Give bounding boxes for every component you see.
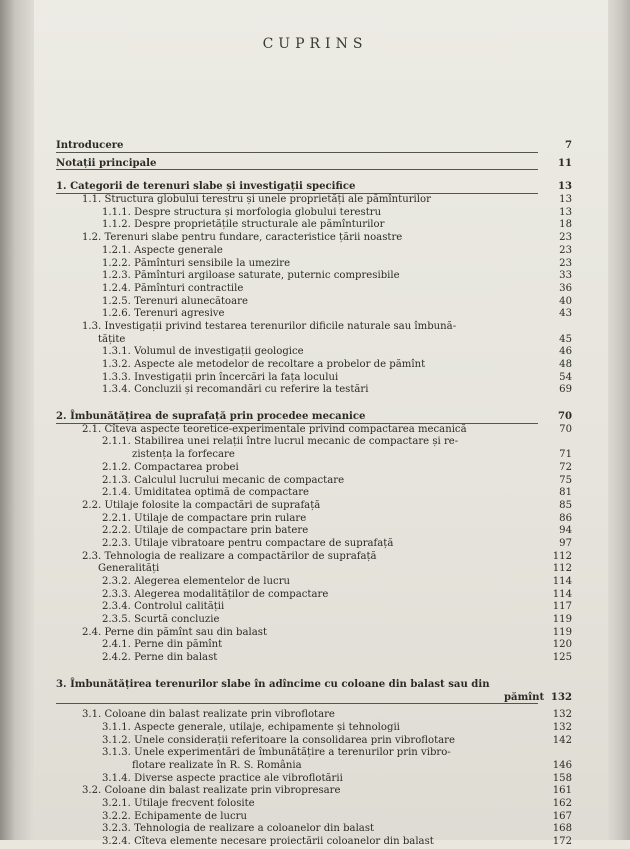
toc-entry-text: Terenuri agresive	[134, 308, 225, 320]
toc-entry-label	[102, 245, 536, 258]
toc-entry-label	[102, 219, 536, 232]
toc-entry-number: 2.2.3.	[102, 537, 131, 549]
toc-entry-text: Utilaje vibratoare pentru compactare de suprafață	[134, 537, 394, 549]
toc-entry-label	[102, 308, 536, 321]
toc-entry-number: 3.1.2.	[102, 734, 131, 746]
toc-entry-page: 112	[552, 563, 572, 575]
toc-entry-number: 2.1.	[82, 423, 102, 435]
toc-entry-number: 1.3.1.	[102, 346, 131, 358]
toc-entry-page: 11	[557, 157, 572, 169]
toc-entry-number: 3.2.	[82, 785, 102, 797]
toc-entry-label	[82, 424, 536, 437]
toc-entry-page: 23	[559, 232, 572, 244]
toc-entry-label	[82, 627, 536, 640]
toc-entry-page: 125	[552, 652, 572, 664]
toc-entry-page: 132	[552, 721, 572, 733]
toc-entry-text: Terenuri alunecătoare	[134, 295, 248, 307]
toc-entry-number: 1.1.1.	[102, 206, 131, 218]
table-of-contents	[56, 140, 572, 849]
toc-entry-page: 75	[559, 474, 572, 486]
toc-entry	[56, 614, 572, 627]
toc-entry	[56, 773, 572, 786]
toc-entry-label	[102, 735, 536, 748]
toc-entry-page: 40	[559, 295, 572, 307]
toc-entry-text: Unele considerații referitoare la consolidarea prin vibroflotare	[134, 734, 455, 746]
toc-entry	[56, 283, 572, 296]
toc-entry-label	[102, 538, 536, 551]
toc-entry-page: 117	[552, 601, 572, 613]
toc-entry-page: 120	[552, 639, 572, 651]
toc-entry	[56, 601, 572, 614]
toc-entry	[56, 359, 572, 372]
toc-entry-text: Aspecte generale, utilaje, echipamente și tehnologii	[134, 721, 400, 733]
toc-entry-page: 132	[552, 709, 572, 721]
toc-entry-number: 1.2.1.	[102, 244, 131, 256]
toc-entry	[56, 372, 572, 385]
toc-entry-number: 1.2.5.	[102, 295, 131, 307]
toc-entry-label	[102, 372, 536, 385]
toc-entry	[56, 384, 572, 397]
toc-entry-number: 1.	[56, 181, 67, 193]
toc-entry	[56, 487, 572, 500]
toc-entry	[56, 181, 572, 194]
toc-entry-label	[102, 346, 536, 359]
toc-entry-text: Perne din balast	[134, 652, 218, 664]
toc-entry-text: Calculul lucrului mecanic de compactare	[134, 474, 345, 486]
toc-entry-number: 2.3.5.	[102, 614, 131, 626]
toc-entry-text: Concluzii și recomandări cu referire la testări	[134, 384, 369, 396]
toc-entry-label	[102, 513, 536, 526]
toc-entry-number: 3.2.4.	[102, 836, 131, 848]
toc-entry-text: Cîteva elemente necesare proiectării coloanelor din balast	[134, 836, 434, 848]
toc-entry-number: 2.1.1.	[102, 436, 131, 448]
toc-entry-page: 172	[552, 836, 572, 848]
toc-entry-page: 86	[559, 512, 572, 524]
toc-entry-label	[56, 158, 536, 171]
toc-entry-text: Introducere	[56, 140, 124, 151]
toc-entry-text: Alegerea elementelor de lucru	[134, 576, 291, 587]
toc-entry-page: 158	[552, 772, 572, 784]
toc-entry-text: Unele experimentări de îmbunătățire a terenurilor prin vibro-	[134, 747, 451, 759]
toc-entry-text: Tehnologia de realizare a coloanelor din balast	[134, 823, 375, 835]
toc-entry-label	[102, 207, 536, 220]
toc-entry	[56, 692, 572, 705]
toc-entry-page: 146	[552, 759, 572, 771]
toc-entry-number: 2.3.3.	[102, 588, 131, 600]
toc-entry-page: 94	[559, 525, 572, 537]
toc-entry-label	[102, 798, 536, 811]
toc-entry	[56, 627, 572, 640]
toc-entry-label	[102, 747, 536, 760]
toc-entry-number: 2.2.2.	[102, 525, 131, 537]
toc-entry-number: 3.1.1.	[102, 721, 131, 733]
toc-entry	[56, 334, 572, 347]
toc-entry-number: 1.2.	[82, 232, 102, 244]
toc-entry-text: Utilaje frecvent folosite	[134, 798, 255, 809]
toc-entry	[56, 207, 572, 220]
toc-entry-text: Coloane din balast realizate prin vibropresare	[104, 785, 341, 797]
toc-entry-text: pămînt	[504, 691, 545, 703]
toc-entry-text: Scurtă concluzie	[134, 614, 220, 626]
toc-entry-label	[102, 836, 536, 849]
toc-entry-page: 7	[564, 140, 572, 151]
toc-entry	[56, 270, 572, 283]
toc-entry-label	[102, 296, 536, 309]
toc-entry	[56, 346, 572, 359]
toc-entry-text: Despre structura și morfologia globului terestru	[134, 206, 382, 218]
toc-entry-number: 3.1.	[82, 709, 102, 721]
toc-entry-page: 70	[557, 411, 572, 423]
toc-entry-label	[102, 525, 536, 538]
toc-entry-text: Pămînturi contractile	[134, 282, 244, 294]
toc-entry-number: 2.1.2.	[102, 461, 131, 473]
toc-entry	[56, 722, 572, 735]
toc-entry-label	[102, 576, 536, 589]
toc-entry	[56, 321, 572, 334]
toc-entry	[56, 296, 572, 309]
toc-entry	[56, 589, 572, 602]
toc-entry-label	[82, 194, 536, 207]
toc-entry	[56, 760, 572, 773]
toc-entry	[56, 576, 572, 589]
toc-entry-number: 2.2.	[82, 499, 102, 511]
toc-entry-text: Terenuri slabe pentru fundare, caracteristice țării noastre	[104, 232, 403, 244]
toc-entry	[56, 747, 572, 760]
toc-entry-text: Utilaje folosite la compactări de suprafață	[104, 499, 321, 511]
toc-entry-text: zistența la forfecare	[132, 449, 235, 461]
toc-entry-label	[102, 773, 536, 786]
toc-entry-page: 45	[559, 333, 572, 345]
page-right-edge	[608, 0, 630, 840]
toc-entry-page: 36	[559, 282, 572, 294]
toc-entry-number: 2.3.	[82, 550, 102, 562]
toc-entry-text: Perne din pămînt sau din balast	[104, 626, 268, 638]
toc-entry-text: Volumul de investigații geologice	[134, 346, 304, 358]
toc-entry-text: Coloane din balast realizate prin vibroflotare	[104, 709, 335, 721]
toc-entry-text: Categorii de terenuri slabe și investigații specifice	[70, 181, 356, 193]
toc-entry-text: Tehnologia de realizare a compactărilor de suprafață	[104, 550, 377, 562]
toc-entry-page: 71	[559, 449, 572, 461]
toc-entry-number: 1.3.2.	[102, 359, 131, 370]
toc-entry-label	[82, 551, 536, 564]
toc-entry-page: 13	[557, 181, 572, 193]
toc-entry-label	[102, 270, 536, 283]
toc-entry-page: 114	[552, 576, 572, 587]
toc-entry	[56, 411, 572, 424]
toc-entry-number: 2.4.2.	[102, 652, 131, 664]
toc-entry-text: Utilaje de compactare prin rulare	[134, 512, 307, 524]
toc-entry-page: 112	[552, 550, 572, 562]
toc-entry-text: Compactarea probei	[134, 461, 239, 473]
toc-entry-text: Notații principale	[56, 157, 157, 169]
toc-entry	[56, 219, 572, 232]
toc-entry-number: 2.1.3.	[102, 474, 131, 486]
toc-entry-page: 162	[552, 798, 572, 809]
toc-entry-text: Cîteva aspecte teoretice-experimentale privind compactarea mecanică	[104, 423, 467, 435]
toc-entry-page: 54	[559, 371, 572, 383]
toc-entry-text: Diverse aspecte practice ale vibroflotării	[134, 772, 343, 784]
toc-entry-label	[82, 563, 536, 576]
toc-entry-text: Stabilirea unei relații între lucrul mecanic de compactare și re-	[134, 436, 459, 448]
page-left-edge	[0, 0, 34, 840]
toc-entry-text: Utilaje de compactare prin batere	[134, 525, 309, 537]
toc-entry	[56, 679, 572, 692]
toc-entry-text: Despre proprietățile structurale ale pămînturilor	[134, 219, 385, 231]
toc-entry-label	[102, 436, 536, 449]
toc-entry	[56, 525, 572, 538]
toc-entry-label	[56, 679, 536, 692]
toc-entry	[56, 735, 572, 748]
toc-entry-label	[82, 334, 536, 347]
toc-entry-label	[82, 709, 536, 722]
toc-entry-text: Generalități	[98, 563, 160, 575]
toc-entry	[56, 258, 572, 271]
toc-entry-page: 114	[552, 588, 572, 600]
toc-entry-page: 69	[559, 384, 572, 396]
toc-entry-label	[82, 785, 536, 798]
toc-entry	[56, 158, 572, 171]
toc-entry-number: 1.2.6.	[102, 308, 131, 320]
toc-entry-page: 48	[559, 359, 572, 370]
toc-entry-number: 2.3.2.	[102, 576, 131, 587]
toc-entry-number: 3.	[56, 678, 67, 690]
toc-entry-page: 167	[552, 810, 572, 822]
toc-entry	[56, 436, 572, 449]
toc-entry-page: 119	[552, 626, 572, 638]
toc-entry-number: 1.1.2.	[102, 219, 131, 231]
toc-entry	[56, 462, 572, 475]
toc-entry-number: 2.1.4.	[102, 487, 131, 499]
toc-entry-page: 81	[559, 487, 572, 499]
toc-entry-text: Umiditatea optimă de compactare	[134, 487, 310, 499]
toc-entry-page: 119	[552, 614, 572, 626]
toc-entry	[56, 308, 572, 321]
toc-entry-label	[102, 449, 536, 462]
toc-entry-number: 3.2.3.	[102, 823, 131, 835]
toc-entry	[56, 232, 572, 245]
toc-entry-number: 2.	[56, 411, 67, 423]
toc-entry-label	[82, 500, 536, 513]
toc-entry-number: 3.2.1.	[102, 798, 131, 809]
toc-entry	[56, 709, 572, 722]
toc-entry	[56, 798, 572, 811]
toc-entry	[56, 563, 572, 576]
toc-entry-label	[102, 601, 536, 614]
toc-entry-page: 85	[559, 499, 572, 511]
toc-entry-number: 1.2.2.	[102, 257, 131, 269]
toc-entry	[56, 500, 572, 513]
toc-entry-label	[102, 462, 536, 475]
toc-entry-label	[102, 639, 536, 652]
toc-entry-page: 13	[559, 194, 572, 206]
toc-entry-text: Structura globului terestru și unele proprietăți ale pămînturilor	[104, 194, 431, 206]
toc-entry-text: Pămînturi sensibile la umezire	[134, 257, 291, 269]
toc-entry-number: 2.3.4.	[102, 601, 131, 613]
toc-entry-page: 46	[559, 346, 572, 358]
toc-entry-label	[102, 614, 536, 627]
toc-entry-text: Îmbunătățirea terenurilor slabe în adîncime cu coloane din balast sau din	[70, 678, 490, 690]
toc-entry-page: 13	[559, 206, 572, 218]
toc-entry-text: Îmbunătățirea de suprafață prin procedee mecanice	[70, 411, 366, 423]
toc-entry-page: 168	[552, 823, 572, 835]
toc-entry-label	[56, 411, 536, 424]
toc-entry-number: 2.4.1.	[102, 639, 131, 651]
toc-entry-page: 161	[552, 785, 572, 797]
toc-entry-label	[56, 181, 536, 194]
toc-entry-text: Echipamente de lucru	[134, 810, 247, 822]
toc-entry-page: 142	[552, 734, 572, 746]
toc-entry-label	[102, 722, 536, 735]
toc-entry-number: 1.3.3.	[102, 371, 131, 383]
toc-entry	[56, 538, 572, 551]
toc-entry-label	[102, 384, 536, 397]
toc-entry-page: 33	[559, 270, 572, 282]
toc-entry-label	[102, 652, 536, 665]
toc-entry-label	[102, 823, 536, 836]
toc-entry-text: Pămînturi argiloase saturate, puternic compresibile	[134, 270, 400, 282]
toc-entry	[56, 639, 572, 652]
toc-entry	[56, 245, 572, 258]
toc-entry-label	[102, 811, 536, 824]
toc-entry-label	[102, 589, 536, 602]
toc-entry	[56, 551, 572, 564]
toc-entry-label	[102, 283, 536, 296]
toc-entry	[56, 449, 572, 462]
toc-entry-page: 18	[559, 219, 572, 231]
toc-entry-text: Investigații privind testarea terenurilor dificile naturale sau îmbună-	[104, 320, 457, 332]
toc-entry	[56, 513, 572, 526]
toc-entry-number: 2.2.1.	[102, 512, 131, 524]
toc-entry-label	[56, 140, 536, 153]
toc-entry-label	[82, 232, 536, 245]
toc-entry-text: flotare realizate în R. S. România	[132, 759, 302, 771]
toc-entry-text: tățite	[98, 333, 126, 345]
toc-entry	[56, 140, 572, 153]
toc-entry-number: 1.3.	[82, 320, 102, 332]
toc-entry-label	[82, 321, 536, 334]
toc-entry-number: 3.1.4.	[102, 772, 131, 784]
toc-entry-label	[102, 487, 536, 500]
toc-entry-page: 23	[559, 257, 572, 269]
toc-entry-number: 1.1.	[82, 194, 102, 206]
toc-entry-text: Aspecte generale	[134, 244, 223, 256]
toc-entry-label	[102, 359, 536, 372]
toc-entry-text: Investigații prin încercări la fața locului	[134, 371, 339, 383]
toc-entry-page: 23	[559, 244, 572, 256]
toc-entry-number: 1.2.3.	[102, 270, 131, 282]
toc-entry	[56, 424, 572, 437]
toc-entry-label	[504, 691, 545, 705]
toc-entry-number: 3.1.3.	[102, 747, 131, 759]
toc-entry	[56, 811, 572, 824]
toc-entry-page: 132	[550, 691, 572, 703]
toc-entry-page: 70	[559, 423, 572, 435]
toc-entry-page: 43	[559, 308, 572, 320]
toc-entry	[56, 785, 572, 798]
toc-entry	[56, 823, 572, 836]
toc-entry	[56, 475, 572, 488]
toc-entry-label	[102, 760, 536, 773]
toc-entry-text: Alegerea modalităților de compactare	[134, 588, 329, 600]
toc-entry-number: 1.2.4.	[102, 282, 131, 294]
toc-entry	[56, 194, 572, 207]
page-title: CUPRINS	[262, 36, 368, 52]
toc-entry-text: Perne din pămînt	[134, 639, 223, 651]
toc-entry-number: 1.3.4.	[102, 384, 131, 396]
toc-entry-number: 3.2.2.	[102, 810, 131, 822]
toc-entry-page: 72	[559, 461, 572, 473]
toc-entry-text: Controlul calității	[134, 601, 225, 613]
toc-entry-text: Aspecte ale metodelor de recoltare a probelor de pămînt	[134, 359, 426, 370]
toc-entry-label	[102, 258, 536, 271]
toc-entry-number: 2.4.	[82, 626, 102, 638]
toc-entry-label	[102, 475, 536, 488]
toc-entry-page: 97	[559, 537, 572, 549]
toc-entry	[56, 836, 572, 849]
toc-entry	[56, 652, 572, 665]
